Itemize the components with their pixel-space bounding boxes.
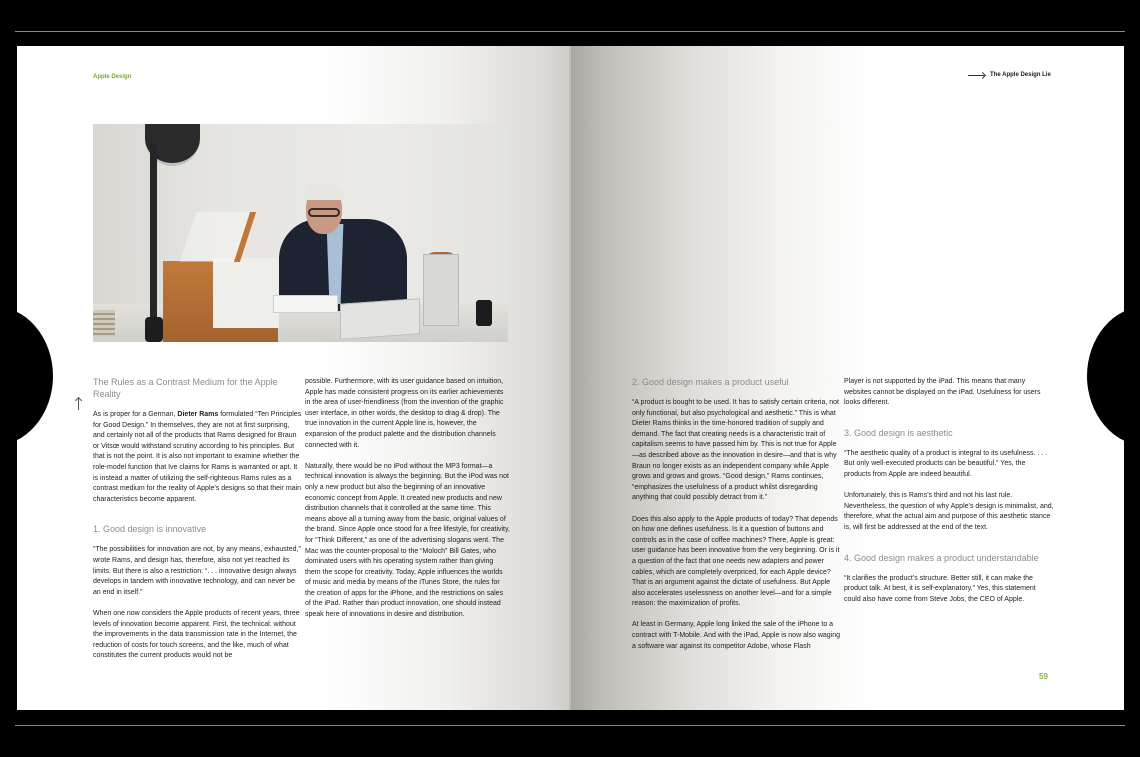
photo-radiogram-lid: [180, 212, 256, 262]
running-title-right-label: The Apple Design Lie: [990, 72, 1051, 78]
rule-3-heading: 3. Good design is aesthetic: [844, 427, 953, 438]
photo-radiogram-top: [213, 258, 279, 328]
crop-rule-top: [15, 31, 1125, 32]
text-column-4: [844, 377, 1054, 616]
rule-3-paragraph-2: Unfortunately, this is Rams’s third and not his last rule. Nevertheless, the question of why Apple’s design is minimalist, and, therefore, what the actual aim and purpose of this aesthetic stance is, will first be addressed at the end of the text.: [844, 492, 1054, 531]
rule-4-paragraph-1: “It clarifies the product’s structure. Better still, it can make the product talk. At best, it is self-explanatory.” Yes, this statement could also have come from Steve Jobs, the CEO of Apple.: [844, 574, 1036, 603]
photo-lamp-pole: [150, 144, 157, 342]
page-number: 59: [1039, 672, 1048, 681]
photo-portable-radio: [423, 254, 459, 326]
col2-paragraph-2: Naturally, there would be no iPod without the MP3 format—a technical innovation is always the beginning. But the iPod was not only a new product but also the beginning of an innovative economic concept from Apple. It created new products and new distribution channels that it controlled at the same time. This means above all a turning away from the basic, original values of the brand. Since Apple once stood for a free lifestyle, for creativity, for “Think Different,” as one of the advertising slogans went. The Mac was the counter-proposal to the “Moloch” Bill Gates, who dominated users with his operating system rather than giving them the scope for creativity. Today, Apple influences the worlds of music and media by means of the iTunes Store, the rules for the creation of apps for the iPhone, and the restrictions on sales of the iPad. Rather than product innovation, one should instead speak here of innovations in desire and distribution.: [305, 462, 510, 619]
photo-papers: [273, 295, 338, 313]
photo-cup: [476, 300, 492, 326]
intro-paragraph: As is proper for a German, Dieter Rams formulated “Ten Principles for Good Design.” In themselves, they are not at first surprising, and certainly not all of the products that Rams designed for Braun or Vitsœ would withstand scrutiny according to his principles. But that is not the point. It is also not important to examine whether the role-model function that Ive claims for Rams is warranted or apt. It is instead a matter of utilizing the self-righteous Rams rules as a contrast medium for the reality of Apple’s designs so that their main characteristics become apparent.: [93, 411, 302, 503]
col2-paragraph-1: possible. Furthermore, with its user guidance based on intuition, Apple has made consistent progress on its earlier achievements in the area of user-friendliness (from the invention of the graphic user interface, in other words, the desktop to drag & drop). The true innovation in the current Apple line is, however, the expansion of the product palette and the distribution channels connected with it.: [305, 378, 504, 449]
book-spine: [569, 46, 571, 710]
photo-amplifier: [340, 298, 420, 340]
section-title: The Rules as a Contrast Medium for the Apple Reality: [93, 377, 278, 399]
photo-books: [93, 310, 115, 336]
photo-person-glasses: [308, 208, 340, 217]
rule-3-paragraph-1: “The aesthetic quality of a product is integral to its usefulness. . . . But only well-executed products can be beautiful.” Yes, the products from Apple are indeed beautiful.: [844, 449, 1048, 478]
rule-1-heading: 1. Good design is innovative: [93, 524, 207, 535]
text-column-1: [93, 376, 303, 672]
rule-2-heading: 2. Good design makes a product useful: [632, 377, 789, 387]
rule-2-paragraph-3: At least in Germany, Apple long linked the sale of the iPhone to a contract with T-Mobile. And with the iPad, Apple is now also waging a software war against its competitor Adobe, whose Flash: [632, 621, 841, 650]
rule-2-paragraph-1: “A product is bought to be used. It has to satisfy certain criteria, not only functional, but also psychological and aesthetic.” This is what Dieter Rams thinks in the time-honored tradition of supply and demand. The fact that creating needs is a characteristic trait of capitalism seems to have passed him by. This is not true for Apple—as described above as the innovation in desire—and that is why Braun no longer exists as an independent company while Apple grows and grows and grows. “Good design,” Rams continues, “emphasizes the usefulness of a product whilst disregarding anything that could possibly detract from it.”: [632, 399, 839, 502]
photo-lamp-base: [145, 317, 163, 342]
text-column-3: [632, 376, 842, 663]
dieter-rams-photo: [93, 124, 508, 342]
text-column-2: [305, 377, 510, 631]
col4-paragraph-1: Player is not supported by the iPad. This means that many websites cannot be displayed on the iPad. Usefulness for users looks different.: [844, 378, 1041, 407]
crop-rule-bottom: [15, 725, 1125, 726]
arrow-right-icon: [968, 75, 984, 76]
photo-person-hair: [304, 184, 344, 200]
book-spread: [17, 46, 1124, 710]
running-title-left: Apple Design: [93, 74, 132, 80]
arrow-up-icon: [78, 398, 79, 410]
dieter-rams-name: Dieter Rams: [177, 411, 219, 418]
running-title-right: [968, 72, 1051, 78]
rule-2-paragraph-2: Does this also apply to the Apple products of today? That depends on how one defines usefulness. Is it a question of buttons and controls as in the case of coffee machines? There, Apple is great: user guidance has been innovative from the very beginning. Or is it a question of the fact that one needs new adapters and power cables, which are completely overpriced, for each Apple device? That is an argument against the dictate of usefulness. But Apple also accelerates uselessness on another level—and for a simple reason: the maximization of profits.: [632, 515, 840, 608]
rule-1-quote: “The possibilities for innovation are not, by any means, exhausted,” wrote Rams, and design has, therefore, also not yet reached its limits. But there is also a restriction: “. . . innovative design always develops in tandem with innovative technology, and can never be an end in itself.”: [93, 546, 301, 596]
rule-4-heading: 4. Good design makes a product understandable: [844, 552, 1039, 563]
rule-1-paragraph: When one now considers the Apple products of recent years, three levels of innovation become apparent. First, the technical: without the improvements in the data transmission rate in the Internet, the reduction of costs for touch screens, and the like, much of what constitutes the current products would not be: [93, 609, 300, 660]
